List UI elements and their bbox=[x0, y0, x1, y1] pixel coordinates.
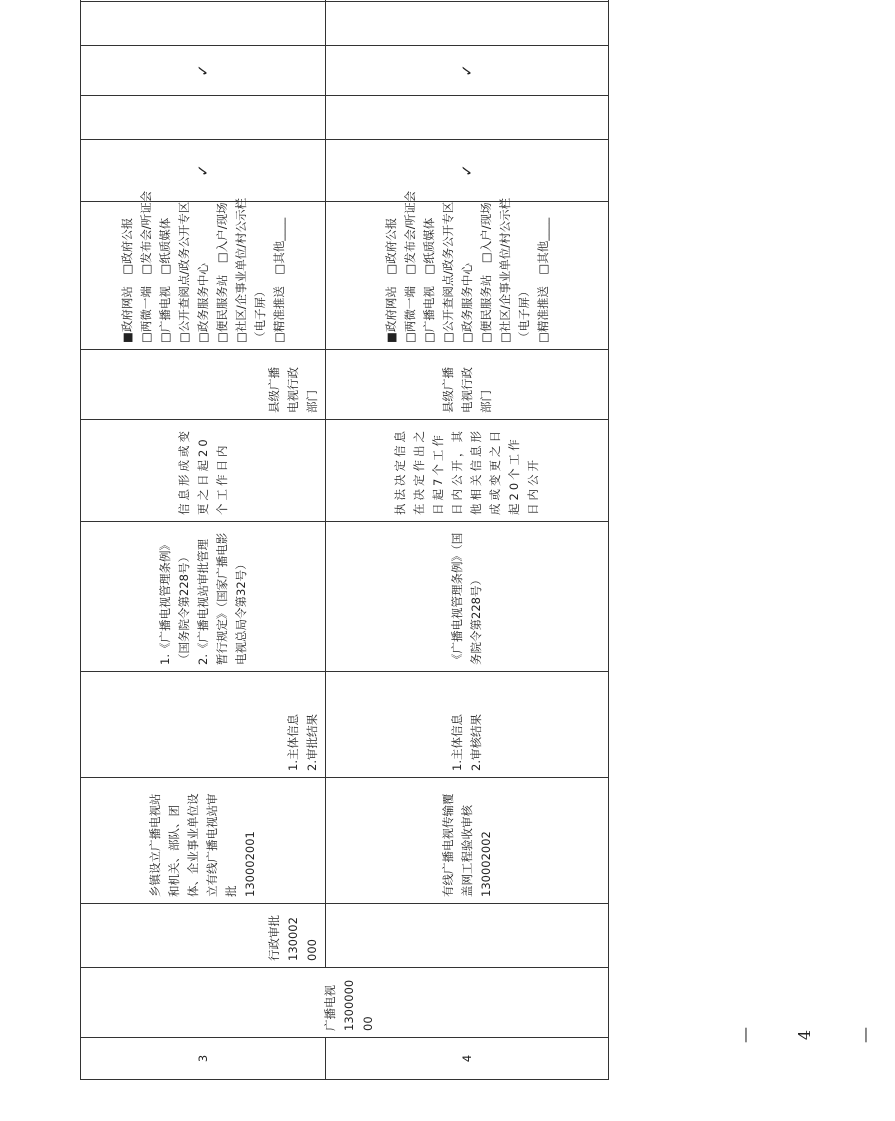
channel-line: □两微一端 □发布会/听证会 bbox=[138, 190, 153, 343]
timelimit-cell bbox=[326, 420, 609, 522]
subitem-cell bbox=[326, 778, 609, 904]
channels-cell bbox=[81, 190, 326, 350]
specific-group-check bbox=[326, 96, 609, 140]
subject-text: 县级广播电视行政部门 bbox=[267, 367, 319, 413]
table-row bbox=[326, 0, 609, 1080]
content-cell bbox=[81, 672, 326, 778]
channel-line: □广播电视 □纸质媒体 bbox=[421, 217, 436, 343]
subitem-cell bbox=[81, 778, 326, 904]
seq-cell: 4 bbox=[326, 1038, 609, 1080]
basis-text: 1.《广播电视管理条例》（国务院令第228号） 2.《广播电视站审批管理暂行规定》（国家广播电影电视总局令第32号） bbox=[157, 532, 248, 665]
all-public-check: ✓ bbox=[81, 140, 326, 202]
channel-line: （电子屏） bbox=[516, 285, 531, 343]
channel-line: （电子屏） bbox=[252, 285, 267, 343]
proactive-check: ✓ bbox=[81, 46, 326, 96]
item-text: 广播电视 130000000 bbox=[323, 979, 375, 1031]
channel-line: □公开查阅点/政务公开专区 bbox=[176, 201, 191, 343]
timelimit-text: 执法决定信息在决定作出之日起7个工作日内公开，其他相关信息形成或变更之日起20个工作日内公开 bbox=[393, 428, 540, 515]
county-level-check bbox=[81, 0, 326, 2]
channel-line: □社区/企事业单位/村公示栏 bbox=[497, 197, 512, 343]
subject-cell bbox=[326, 350, 609, 420]
channel-line: □公开查阅点/政务公开专区 bbox=[440, 201, 455, 343]
channel-line: □两微一端 □发布会/听证会 bbox=[402, 190, 417, 343]
table-row bbox=[81, 0, 326, 1080]
page-number: — 4 — bbox=[735, 1027, 874, 1043]
disclosure-table bbox=[80, 0, 609, 1080]
category-cell bbox=[81, 904, 326, 968]
channel-line: ■政府网站 □政府公报 bbox=[383, 217, 398, 343]
subject-cell bbox=[81, 350, 326, 420]
basis-text: 《广播电视管理条例》（国务院令第228号） bbox=[450, 532, 483, 665]
category-text: 行政审批 130002000 bbox=[267, 915, 319, 961]
seq-cell: 3 bbox=[81, 1038, 326, 1080]
content-text: 1.主体信息 2.审批结果 bbox=[286, 714, 319, 771]
timelimit-cell bbox=[81, 420, 326, 522]
subject-text: 县级广播电视行政部门 bbox=[440, 367, 493, 413]
county-level-check bbox=[326, 0, 609, 2]
on-request-check bbox=[81, 2, 326, 46]
item-cell bbox=[81, 968, 609, 1038]
specific-group-check bbox=[81, 96, 326, 140]
proactive-check: ✓ bbox=[326, 46, 609, 96]
subitem-text: 乡镇设立广播电视站和机关、部队、团体、企业事业单位设立有线广播电视站审批 130002001 bbox=[148, 793, 257, 897]
basis-cell bbox=[81, 522, 326, 672]
channel-line: □便民服务站 □入户/现场 bbox=[214, 202, 229, 343]
all-public-check: ✓ bbox=[326, 140, 609, 202]
category-cell bbox=[326, 904, 609, 968]
channel-line: □广播电视 □纸质媒体 bbox=[157, 217, 172, 343]
content-text: 1.主体信息 2.审核结果 bbox=[450, 714, 483, 771]
channel-line: □政务服务中心 bbox=[459, 263, 474, 343]
channel-line: □精准推送 □其他____ bbox=[535, 217, 550, 343]
channel-line: □政务服务中心 bbox=[195, 263, 210, 343]
basis-cell bbox=[326, 522, 609, 672]
channel-line: □便民服务站 □入户/现场 bbox=[478, 202, 493, 343]
timelimit-text: 信息形成或变更之日起20个工作日内 bbox=[176, 428, 229, 515]
channel-line: □精准推送 □其他____ bbox=[271, 217, 286, 343]
channel-line: ■政府网站 □政府公报 bbox=[119, 217, 134, 343]
content-cell bbox=[326, 672, 609, 778]
channel-line: □社区/企事业单位/村公示栏 bbox=[233, 197, 248, 343]
rotated-table-wrapper bbox=[80, 44, 608, 1080]
subitem-text: 有线广播电视传输覆盖网工程验收审核 130002002 bbox=[440, 793, 493, 897]
on-request-check bbox=[326, 2, 609, 46]
channels-cell bbox=[326, 190, 609, 350]
